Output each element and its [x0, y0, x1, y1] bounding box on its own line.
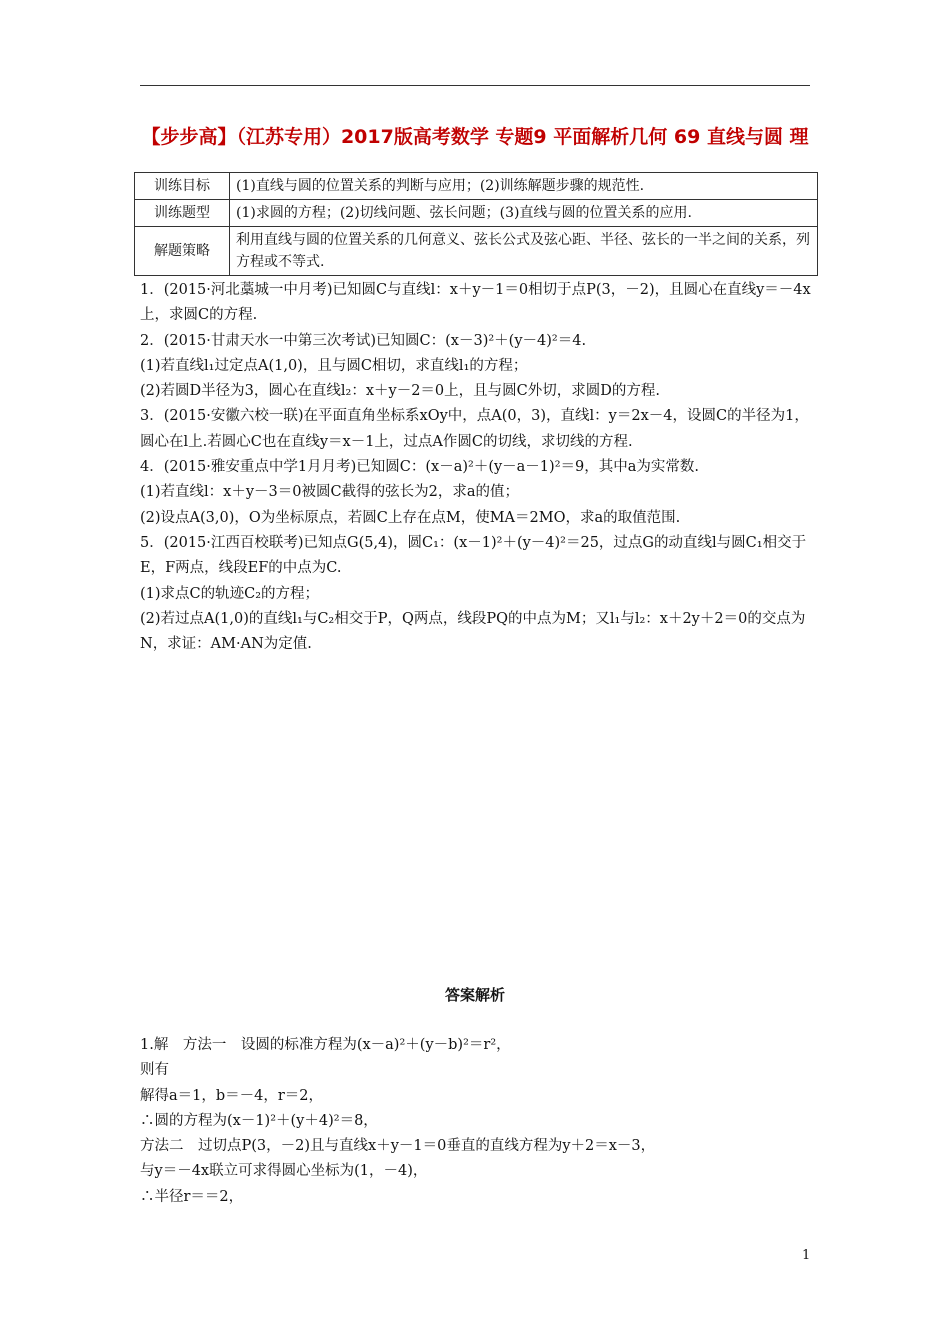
- table-key: 解题策略: [135, 227, 230, 276]
- table-row: [135, 173, 818, 200]
- problem-line: (2)若过点A(1,0)的直线l₁与C₂相交于P，Q两点，线段PQ的中点为M；又l₁与l₂：x＋2y＋2＝0的交点为N，求证：AM·AN为定值.: [140, 610, 806, 653]
- problem-line: 2．(2015·甘肃天水一中第三次考试)已知圆C：(x－3)²＋(y－4)²＝4.: [140, 332, 587, 349]
- page-number: 1: [802, 1248, 811, 1263]
- table-key: 训练题型: [135, 200, 230, 227]
- problem-list: [140, 278, 820, 657]
- table-row: [135, 227, 818, 276]
- answer-line: ∴圆的方程为(x－1)²＋(y＋4)²＝8，: [140, 1112, 378, 1129]
- answer-line: 解得a＝1，b＝－4，r＝2，: [140, 1087, 324, 1104]
- table-key: 训练目标: [135, 173, 230, 200]
- problem-line: (2)设点A(3,0)，O为坐标原点，若圆C上存在点M，使MA＝2MO，求a的取值范围.: [140, 509, 681, 526]
- problem-line: 3．(2015·安徽六校一联)在平面直角坐标系xOy中，点A(0，3)，直线l：y＝2x－4，设圆C的半径为1，圆心在l上.若圆心C也在直线y＝x－1上，过点A作圆C的切线，求切线的方程.: [140, 408, 809, 450]
- table-value: 利用直线与圆的位置关系的几何意义、弦长公式及弦心距、半径、弦长的一半之间的关系，列方程或不等式.: [230, 227, 818, 276]
- table-value: (1)求圆的方程；(2)切线问题、弦长问题；(3)直线与圆的位置关系的应用.: [230, 200, 818, 227]
- training-info-table: [134, 172, 818, 276]
- answer-line: 与y＝－4x联立可求得圆心坐标为(1，－4)，: [140, 1163, 428, 1180]
- problem-line: 1．(2015·河北藁城一中月考)已知圆C与直线l：x＋y－1＝0相切于点P(3，－2)，且圆心在直线y＝－4x上，求圆C的方程.: [140, 282, 811, 324]
- answer-line: 1.解 方法一 设圆的标准方程为(x－a)²＋(y－b)²＝r²，: [140, 1037, 511, 1053]
- problem-line: (1)若直线l₁过定点A(1,0)，且与圆C相切，求直线l₁的方程；: [140, 357, 528, 374]
- problem-line: (1)若直线l：x＋y－3＝0被圆C截得的弦长为2，求a的值；: [140, 484, 519, 501]
- answer-list: [140, 1033, 820, 1210]
- table-row: [135, 200, 818, 227]
- header-rule: [140, 85, 810, 86]
- answer-line: ∴半径r＝＝2，: [140, 1188, 244, 1205]
- problem-line: 5．(2015·江西百校联考)已知点G(5,4)，圆C₁：(x－1)²＋(y－4)²＝25，过点G的动直线l与圆C₁相交于E，F两点，线段EF的中点为C.: [140, 534, 807, 577]
- table-value: (1)直线与圆的位置关系的判断与应用；(2)训练解题步骤的规范性.: [230, 173, 818, 200]
- problem-line: (1)求点C的轨迹C₂的方程；: [140, 585, 320, 602]
- document-title: 【步步高】（江苏专用）2017版高考数学 专题9 平面解析几何 69 直线与圆 理: [141, 126, 809, 148]
- answer-section-title: 答案解析: [444, 986, 505, 1004]
- answer-line: 则有: [140, 1062, 169, 1079]
- answer-line: 方法二 过切点P(3，－2)且与直线x＋y－1＝0垂直的直线方程为y＋2＝x－3，: [140, 1138, 656, 1155]
- problem-line: (2)若圆D半径为3，圆心在直线l₂：x＋y－2＝0上，且与圆C外切，求圆D的方程.: [140, 383, 660, 400]
- problem-line: 4．(2015·雅安重点中学1月月考)已知圆C：(x－a)²＋(y－a－1)²＝9，其中a为实常数.: [140, 459, 699, 476]
